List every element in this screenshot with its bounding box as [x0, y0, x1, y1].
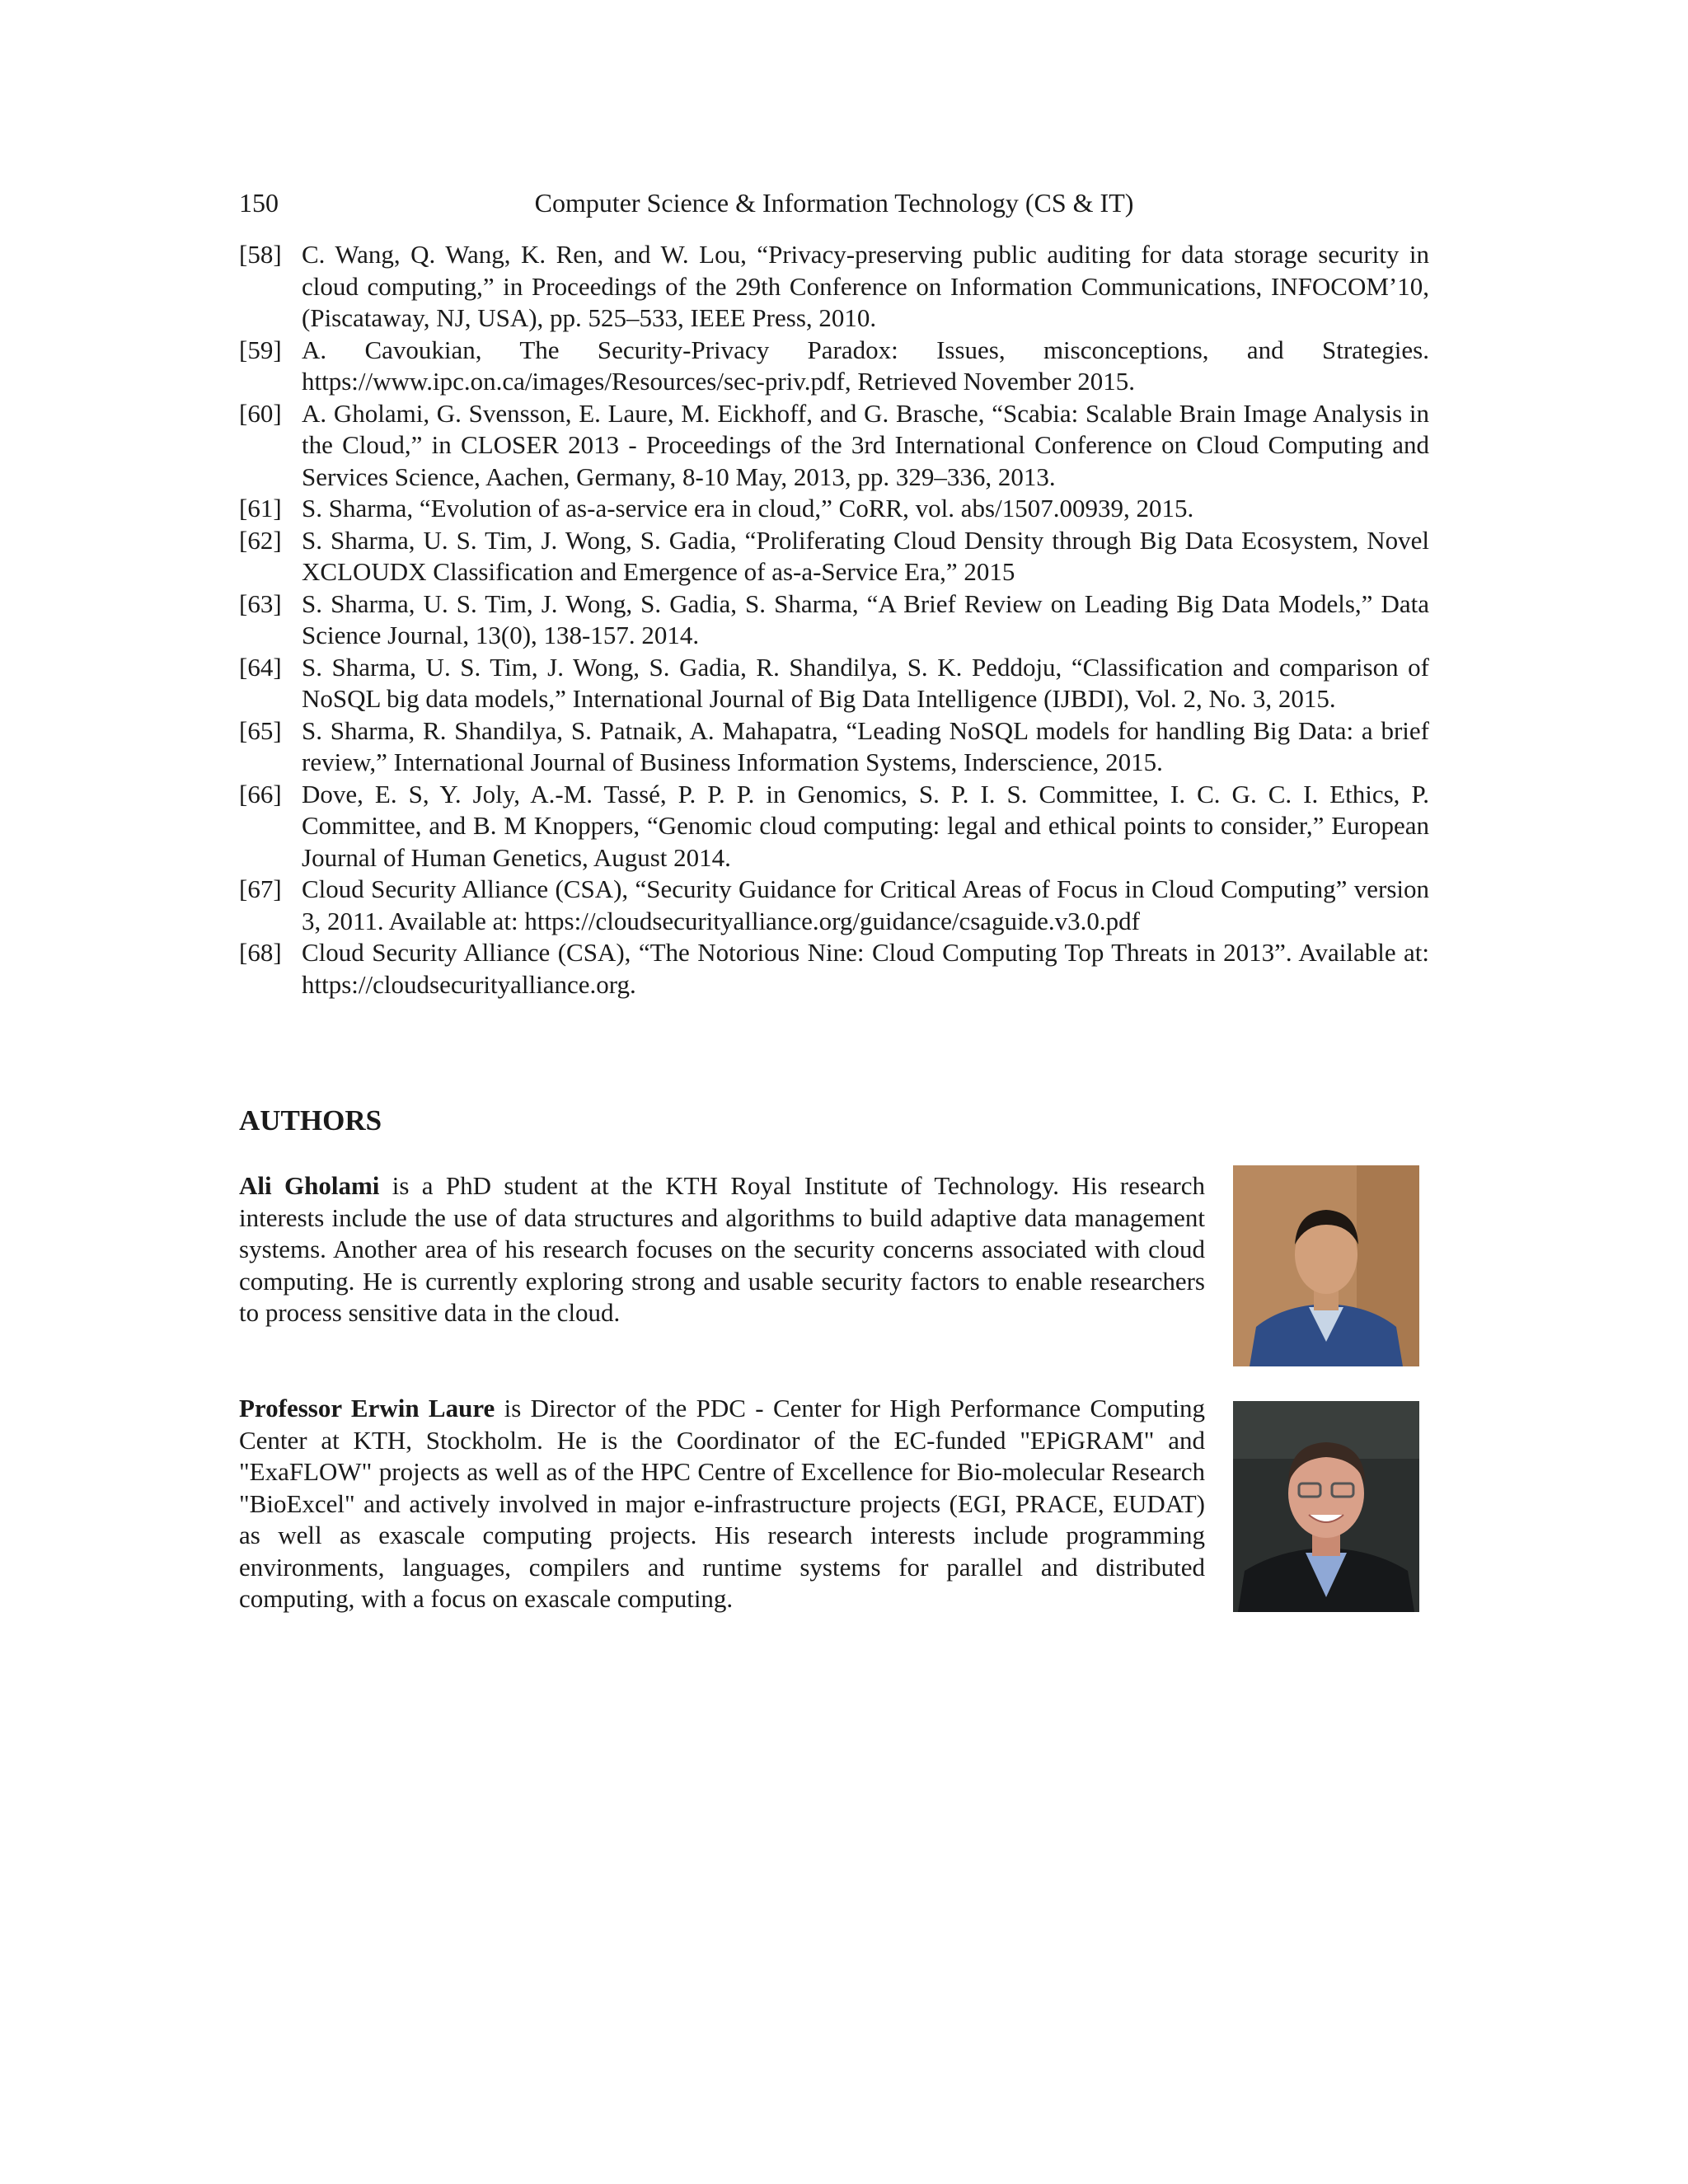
author-name: Ali Gholami [239, 1171, 380, 1200]
author-bio [239, 1393, 1205, 1615]
reference-number: [65] [239, 715, 282, 745]
reference-text: S. Sharma, U. S. Tim, J. Wong, S. Gadia, R. Shandilya, S. K. Peddoju, “Classification and comparison of NoSQL big data models,” International Journal of Big Data Intelligence (IJBDI), Vol. 2, No. 3, 2015. [302, 652, 1429, 713]
page-number: 150 [239, 188, 279, 218]
author-photo [1233, 1165, 1419, 1366]
reference-text: C. Wang, Q. Wang, K. Ren, and W. Lou, “Privacy-preserving public auditing for data storage security in cloud computing,” in Proceedings of the 29th Conference on Information Communications, INFOCOM’10, (Piscataway, NJ, USA), pp. 525–533, IEEE Press, 2010. [302, 240, 1429, 332]
reference-text: S. Sharma, R. Shandilya, S. Patnaik, A. Mahapatra, “Leading NoSQL models for handling Big Data: a brief review,” International Journal of Business Information Systems, Inderscience, 2015. [302, 715, 1429, 776]
reference-number: [59] [239, 335, 282, 364]
author-photo [1233, 1401, 1419, 1612]
reference-text: A. Gholami, G. Svensson, E. Laure, M. Eickhoff, and G. Brasche, “Scabia: Scalable Brain Image Analysis in the Cloud,” in CLOSER 2013 - Proceedings of the 3rd International Conference on Cloud Computing and Services Science, Aachen, Germany, 8-10 May, 2013, pp. 329–336, 2013. [302, 398, 1429, 491]
reference-list [239, 239, 1429, 1001]
reference-text: Dove, E. S, Y. Joly, A.-M. Tassé, P. P. P. in Genomics, S. P. I. S. Committee, I. C. G. C. I. Ethics, P. Committee, and B. M Knoppers, “Genomic cloud computing: legal and ethical points to consider,” European Journal of Human Genetics, August 2014. [302, 779, 1429, 872]
reference-item [239, 937, 1429, 1001]
reference-item [239, 239, 1429, 335]
journal-title: Computer Science & Information Technology (CS & IT) [534, 188, 1134, 218]
reference-item [239, 335, 1429, 398]
authors-heading: AUTHORS [239, 1104, 382, 1137]
reference-text: S. Sharma, “Evolution of as-a-service era in cloud,” CoRR, vol. abs/1507.00939, 2015. [302, 494, 1194, 523]
reference-item [239, 874, 1429, 937]
author-name: Professor Erwin Laure [239, 1394, 495, 1422]
reference-text: A. Cavoukian, The Security-Privacy Paradox: Issues, misconceptions, and Strategies. https://www.ipc.on.ca/images/Resources/sec-priv.pdf, Retrieved November 2015. [302, 335, 1429, 396]
reference-number: [61] [239, 494, 282, 523]
reference-number: [68] [239, 938, 282, 967]
reference-item [239, 779, 1429, 874]
reference-item [239, 525, 1429, 588]
author-bio [239, 1170, 1205, 1329]
reference-text: S. Sharma, U. S. Tim, J. Wong, S. Gadia, “Proliferating Cloud Density through Big Data Ecosystem, Novel XCLOUDX Classification and Emergence of as-a-Service Era,” 2015 [302, 525, 1429, 586]
reference-number: [58] [239, 240, 282, 269]
reference-text: S. Sharma, U. S. Tim, J. Wong, S. Gadia, S. Sharma, “A Brief Review on Leading Big Data Models,” Data Science Journal, 13(0), 138-157. 2014. [302, 588, 1429, 649]
reference-text: Cloud Security Alliance (CSA), “Security Guidance for Critical Areas of Focus in Cloud Computing” version 3, 2011. Available at: https://cloudsecurityalliance.org/guidance/csaguide.v3.0.pdf [302, 874, 1429, 935]
reference-number: [64] [239, 652, 282, 682]
reference-number: [60] [239, 398, 282, 428]
author-photo-image [1233, 1401, 1419, 1612]
reference-item [239, 588, 1429, 652]
page-header [239, 186, 1429, 219]
reference-text: Cloud Security Alliance (CSA), “The Notorious Nine: Cloud Computing Top Threats in 2013”. Available at: https://cloudsecurityalliance.org. [302, 938, 1429, 999]
author-bio-text: is a PhD student at the KTH Royal Institute of Technology. His research interests include the use of data structures and algorithms to build adaptive data management systems. Another area of his research focuses on the security concerns associated with cloud computing. He is currently exploring strong and usable security factors to enable researchers to process sensitive data in the cloud. [239, 1171, 1206, 1327]
reference-item [239, 398, 1429, 494]
reference-item [239, 493, 1429, 525]
author-photo-image [1233, 1165, 1419, 1366]
reference-number: [62] [239, 525, 282, 555]
reference-number: [63] [239, 588, 282, 618]
author-bio-text: is Director of the PDC - Center for High Performance Computing Center at KTH, Stockholm. He is the Coordinator of the EC-funded "EPiGRAM" and "ExaFLOW" projects as well as of the HPC Centre of Excellence for Bio-molecular Research "BioExcel" and actively involved in major e-infrastructure projects (EGI, PRACE, EUDAT) as well as exascale computing projects. His research interests include programming environments, languages, compilers and runtime systems for parallel and distributed computing, with a focus on exascale computing. [239, 1394, 1205, 1613]
reference-item [239, 652, 1429, 715]
reference-number: [66] [239, 779, 282, 808]
reference-number: [67] [239, 874, 282, 903]
reference-item [239, 715, 1429, 779]
